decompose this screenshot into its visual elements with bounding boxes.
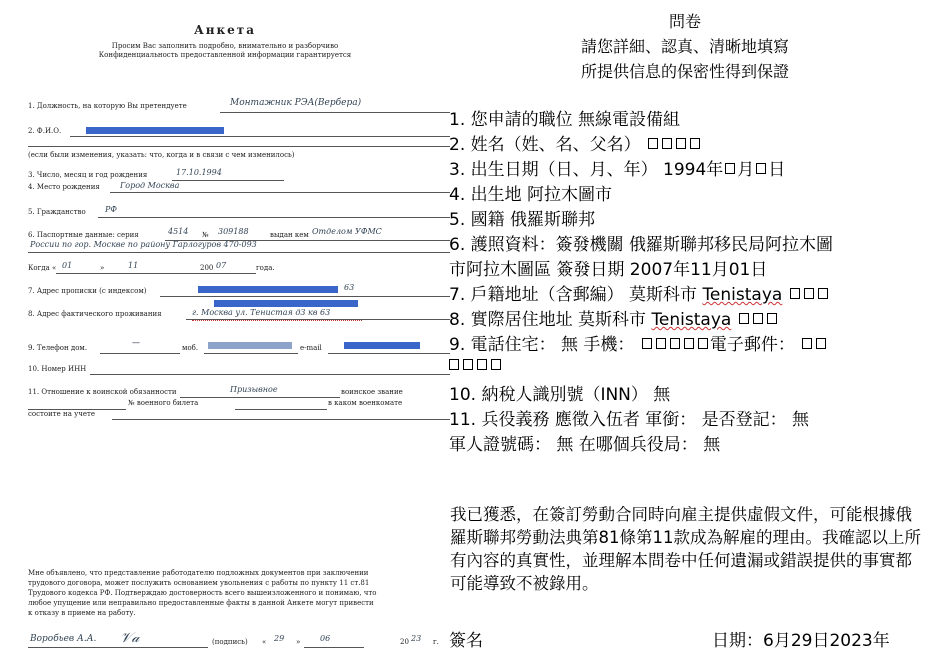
redaction-bar [86, 127, 224, 134]
declaration-line: трудового договора, может послужить основанием увольнения с работы по пункту 11 ст.81 [28, 579, 370, 587]
translation-subtitle-2: 所提供信息的保密性得到保證 [580, 62, 789, 81]
item-phone [449, 330, 828, 355]
handwritten-signature: 𝒱𝒶 [120, 630, 140, 646]
passport-date-quote: » [100, 264, 105, 272]
item-email-cont [449, 356, 503, 376]
item-inn: 10. 納稅人識別號（INN） 無 [449, 385, 671, 405]
passport-year-prefix: 200 [200, 264, 214, 272]
field-birthplace-value: Город Москва [120, 181, 180, 190]
item-military-2: 軍人證號碼： 無 在哪個兵役局： 無 [449, 435, 721, 455]
signature-label: (подпись) [212, 638, 248, 646]
form-subtitle-1: Просим Вас заполнить подробно, внимательно и разборчиво [111, 42, 339, 50]
field-birthplace-label: 4. Место рождения [28, 183, 100, 191]
item-name [449, 130, 702, 155]
field-email-label: e-mail [300, 344, 322, 352]
field-phone-home-label: 9. Телефон дом. [28, 344, 88, 352]
item-dob-year: 3. 出生日期（日、月、年） 1994年 [449, 160, 724, 180]
redaction-bar [214, 300, 358, 307]
field-military-label: 11. Отношение к воинской обязанности [28, 388, 177, 396]
translation-date: 日期：6月29日2023年 [712, 631, 890, 651]
sign-month: 06 [320, 634, 331, 643]
sign-year: 23 [411, 634, 422, 643]
field-citizenship-value: РФ [105, 205, 118, 214]
declaration-line: Мне объявлено, что представление работодателю подложных документов при заключении [28, 569, 369, 577]
sign-year-prefix: 20 [400, 638, 409, 646]
redaction-bar [344, 342, 420, 349]
passport-date-label: Когда « [28, 264, 57, 272]
translation-subtitle-1: 請您詳細、認真、清晰地填寫 [580, 37, 789, 56]
item-birthplace: 4. 出生地 阿拉木圖市 [449, 185, 613, 205]
item-reg-address-label: 7. 戶籍地址（含郵編） 莫斯科市 [449, 285, 703, 305]
field-dob-label: 3. Число, месяц и год рождения [28, 171, 148, 179]
passport-year: 07 [216, 261, 227, 270]
field-military-value: Призывное [230, 385, 278, 394]
sign-year-suffix: г. [433, 638, 439, 646]
field-position-value: Монтажник РЭА(Вербера) [230, 98, 362, 108]
field-mobile-label: моб. [182, 344, 199, 352]
field-reg-address-end: 63 [344, 283, 355, 292]
declaration-line: к отказу в приеме на работу. [28, 609, 136, 617]
form-subtitle-2: Конфиденциальность предоставленной информации гарантируется [98, 51, 352, 59]
passport-series-value: 4514 [168, 227, 189, 236]
item-actual-address-label: 8. 實際居住地址 莫斯科市 [449, 310, 652, 330]
item-citizenship: 5. 國籍 俄羅斯聯邦 [449, 210, 596, 230]
translation-title: 問卷 [668, 12, 701, 31]
passport-day: 01 [62, 261, 73, 270]
redaction-bar [198, 286, 338, 293]
item-email-label: 電子郵件： [709, 335, 795, 355]
passport-month: 11 [128, 261, 139, 270]
sign-quote-close: » [296, 638, 301, 646]
passport-number-label: № [202, 231, 209, 239]
field-rank-label: воинское звание [341, 388, 403, 396]
item-actual-address [449, 305, 779, 330]
item-position: 1. 您申請的職位 無線電設備組 [449, 110, 681, 130]
field-military-id-label: № военного билета [128, 399, 199, 407]
signature-name: Воробьев А.А. [30, 634, 97, 644]
passport-year-suffix: года. [256, 264, 275, 272]
spellcheck-underline [192, 318, 362, 321]
passport-number-value: 309188 [218, 227, 249, 236]
field-actual-address-value: г. Москва ул. Тенистая д3 кв 63 [192, 308, 331, 317]
form-declaration [28, 568, 377, 618]
item-military-1: 11. 兵役義務 應徵入伍者 軍銜： 是否登記： 無 [449, 410, 810, 430]
form-title: Анкета [193, 23, 257, 37]
passport-issuer-value: Отделом УФМС [312, 227, 382, 236]
redaction-bar [208, 342, 292, 349]
item-passport-2: 市阿拉木圖區 簽發日期 2007年11月01日 [449, 260, 768, 280]
field-citizenship-label: 5. Гражданство [28, 208, 86, 216]
translation-declaration: 我已獲悉，在簽訂勞動合同時向雇主提供虛假文件，可能根據俄羅斯聯邦勞動法典第81條第11款成為解雇的理由。我確認以上所有內容的真實性，並理解本問卷中任何遺漏或錯誤提供的事實都可能導致不被錄用。 [450, 505, 921, 593]
passport-issued-label: выдан кем [270, 231, 309, 239]
field-reg-address-label: 7. Адрес прописки (с индексом) [28, 287, 147, 295]
item-actual-address-street: Tenistaya [651, 310, 732, 330]
field-phone-home-value: — [132, 338, 140, 347]
field-name-label: 2. Ф.И.О. [28, 127, 62, 135]
field-actual-address-label: 8. Адрес фактического проживания [28, 310, 162, 318]
item-reg-address [449, 280, 830, 305]
item-phone-label: 9. 電話住宅： 無 手機： [449, 335, 635, 355]
field-position-label: 1. Должность, на которую Вы претендуете [28, 102, 187, 110]
item-dob-day: 日 [768, 160, 786, 180]
field-inn-label: 10. Номер ИНН [28, 365, 87, 373]
declaration-line: Трудового кодекса РФ. Подтверждаю достоверность всего вышеизложенного и понимаю, что [28, 589, 377, 597]
translation-signature: 簽名 [449, 631, 483, 651]
field-dob-value: 17.10.1994 [176, 168, 222, 177]
item-passport-1: 6. 護照資料：簽發機關 俄羅斯聯邦移民局阿拉木圖 [449, 235, 834, 255]
sign-day: 29 [274, 634, 285, 643]
field-commissariat-label: в каком военкомате [328, 399, 403, 407]
item-dob [449, 155, 785, 180]
declaration-line: любое упущение или неправильно предоставленные факты в данной Анкете могут привести [28, 599, 374, 607]
item-name-label: 2. 姓名（姓、名、父名） [449, 135, 641, 155]
sign-quote-open: « [262, 638, 267, 646]
item-dob-month: 月 [737, 160, 755, 180]
field-name-note: (если были изменения, указать: что, когда и в связи с чем изменилось) [28, 151, 295, 159]
passport-issuer-value-2: России по гор. Москве по району Гарлогуров 470-093 [30, 240, 257, 249]
item-reg-address-street: Tenistaya [702, 285, 783, 305]
field-passport-label [28, 231, 139, 239]
field-registered-label: состоите на учете [28, 410, 96, 418]
passport-series-label: 6. Паспортные данные: серия [28, 231, 139, 239]
